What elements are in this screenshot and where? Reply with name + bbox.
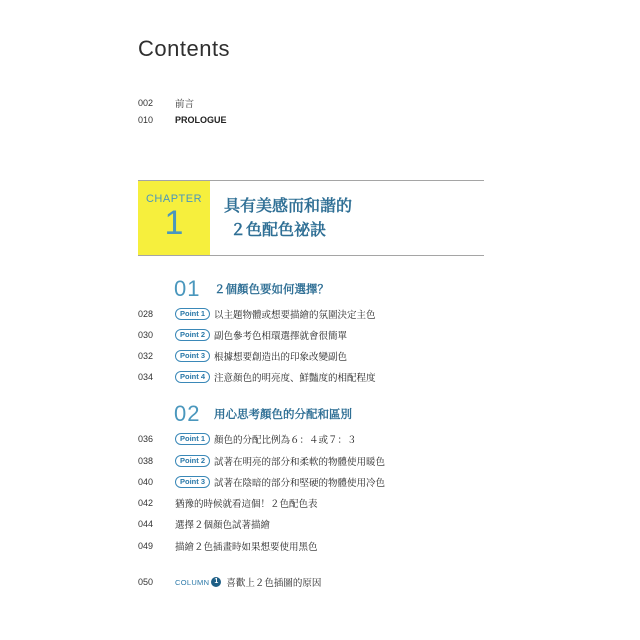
entry-title: 選擇２個顏色試著描繪 xyxy=(175,520,271,531)
page-number: 042 xyxy=(138,498,154,508)
point-badge: Point 1 xyxy=(175,433,210,445)
section-number: 01 xyxy=(174,276,201,301)
chapter-number: 1 xyxy=(164,204,184,242)
point-badge: Point 2 xyxy=(175,455,210,467)
section-heading[interactable] xyxy=(174,401,352,427)
chapter-number-box xyxy=(138,181,210,255)
page-number: 028 xyxy=(138,309,154,319)
page-number: 036 xyxy=(138,434,154,444)
page-number: 030 xyxy=(138,330,154,340)
page-number: 010 xyxy=(138,115,154,125)
chapter-banner xyxy=(138,180,484,256)
point-badge: Point 4 xyxy=(175,371,210,383)
page-number: 002 xyxy=(138,98,154,108)
column-number-badge: 1 xyxy=(211,577,221,587)
page-number: 050 xyxy=(138,577,154,587)
chapter-title-line: 具有美感而和諧的 xyxy=(224,196,353,215)
point-badge: Point 1 xyxy=(175,308,210,320)
toc-entry[interactable] xyxy=(138,473,600,491)
entry-title: 前言 xyxy=(175,99,195,110)
toc-entry[interactable] xyxy=(138,326,600,344)
entry-title: 注意顏色的明亮度、鮮豔度的相配程度 xyxy=(214,373,376,384)
point-badge: Point 2 xyxy=(175,329,210,341)
toc-entry[interactable] xyxy=(138,537,600,555)
entry-title: 猶豫的時候就看這個！２色配色表 xyxy=(175,499,318,510)
column-label: COLUMN xyxy=(175,577,210,587)
page-title: Contents xyxy=(138,36,231,61)
entry-title: 試著在明亮的部分和柔軟的物體使用暖色 xyxy=(214,457,386,468)
toc-entry[interactable] xyxy=(138,430,600,448)
entry-title: PROLOGUE xyxy=(175,115,227,125)
page-number: 040 xyxy=(138,477,154,487)
entry-title: 以主題物體或想要描繪的氛圍決定主色 xyxy=(214,310,376,321)
entry-title: 喜歡上２色插圖的原因 xyxy=(226,578,322,589)
entry-title: 副色參考色相環選擇就會很簡單 xyxy=(214,331,348,342)
toc-entry[interactable] xyxy=(138,94,600,112)
toc-entry[interactable] xyxy=(138,368,600,386)
section-title: ２個顏色要如何選擇？ xyxy=(214,282,329,296)
section-heading[interactable] xyxy=(174,276,329,302)
chapter-label: CHAPTER xyxy=(145,193,203,205)
point-badge: Point 3 xyxy=(175,350,210,362)
section-number: 02 xyxy=(174,401,201,426)
section-title: 用心思考顏色的分配和區別 xyxy=(214,407,352,421)
toc-entry[interactable] xyxy=(138,347,600,365)
chapter-title xyxy=(224,194,352,242)
toc-entry[interactable] xyxy=(138,111,600,129)
toc-entry[interactable] xyxy=(138,305,600,323)
toc-entry[interactable] xyxy=(138,515,600,533)
page-number: 032 xyxy=(138,351,154,361)
point-badge: Point 3 xyxy=(175,476,210,488)
entry-title: 顏色的分配比例為６：４或７：３ xyxy=(214,435,357,446)
entry-title: 試著在陰暗的部分和堅硬的物體使用冷色 xyxy=(214,478,386,489)
toc-entry[interactable] xyxy=(138,452,600,470)
chapter-title-line: ２色配色祕訣 xyxy=(230,220,327,239)
toc-entry-column[interactable] xyxy=(138,573,600,591)
toc-entry[interactable] xyxy=(138,494,600,512)
page-number: 038 xyxy=(138,456,154,466)
page-number: 044 xyxy=(138,519,154,529)
page-number: 034 xyxy=(138,372,154,382)
entry-title: 根據想要創造出的印象改變副色 xyxy=(214,352,348,363)
entry-title: 描繪２色插畫時如果想要使用黑色 xyxy=(175,542,318,553)
page-number: 049 xyxy=(138,541,154,551)
